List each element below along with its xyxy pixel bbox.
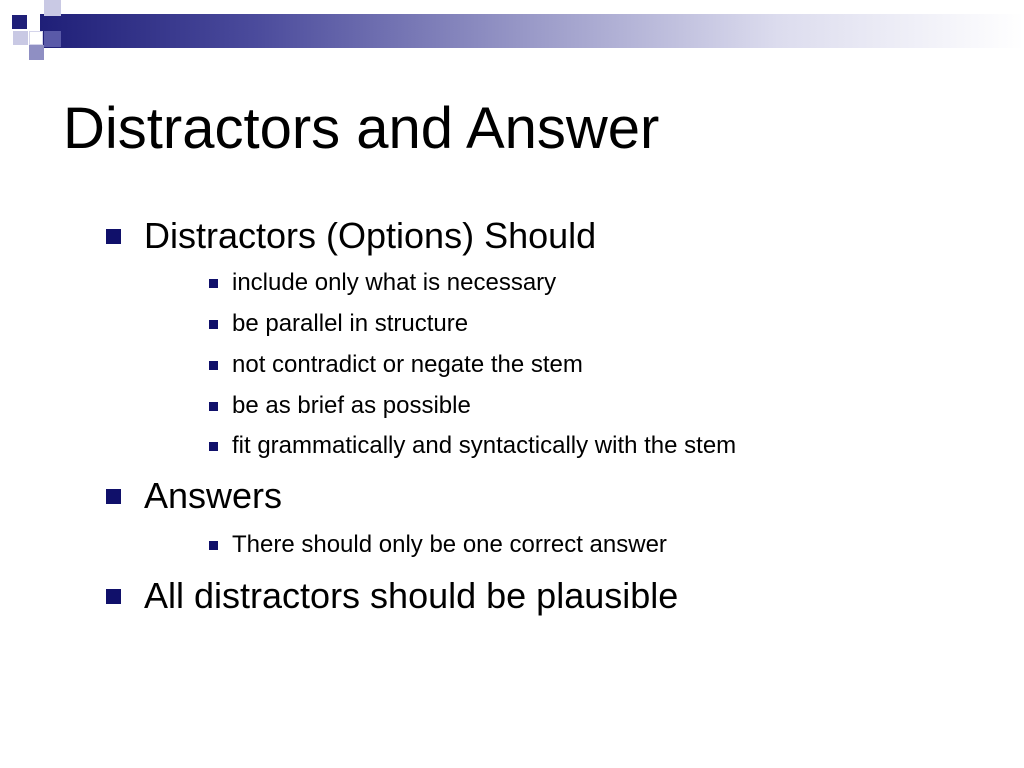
sub-bullet-text: be as brief as possible <box>232 392 471 419</box>
square-bullet-icon <box>106 489 121 504</box>
bullet-text: All distractors should be plausible <box>144 575 679 616</box>
square-bullet-icon <box>209 361 218 370</box>
bullet-text: Distractors (Options) Should <box>144 215 597 256</box>
sub-bullet-text: fit grammatically and syntactically with the stem <box>232 432 737 459</box>
slide-title: Distractors and Answer <box>63 96 660 161</box>
bullet-text: Answers <box>144 475 283 516</box>
sub-bullet-text: not contradict or negate the stem <box>232 351 583 378</box>
sub-bullet-text: be parallel in structure <box>232 310 469 337</box>
sub-bullet-text: There should only be one correct answer <box>232 531 667 558</box>
square-bullet-icon <box>106 589 121 604</box>
square-bullet-icon <box>106 229 121 244</box>
sub-bullet-text: include only what is necessary <box>232 269 557 296</box>
square-bullet-icon <box>209 320 218 329</box>
square-bullet-icon <box>209 279 218 288</box>
square-bullet-icon <box>209 541 218 550</box>
square-bullet-icon <box>209 402 218 411</box>
square-bullet-icon <box>209 442 218 451</box>
